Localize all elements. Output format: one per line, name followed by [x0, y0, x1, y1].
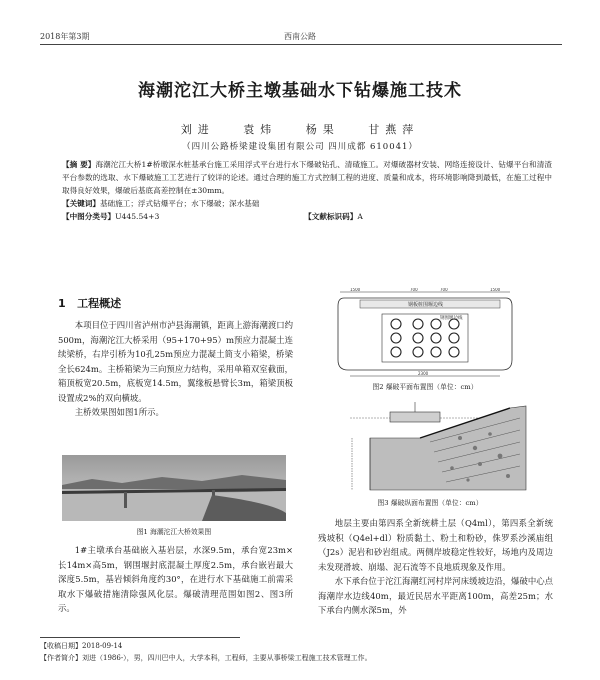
paragraph: 地层主要由第四系全新统耕土层（Q4ml），第四系全新统残坡积（Q4el+dl）粉质黏土、粉土和粉砂，侏罗系沙溪庙组（J2s）泥岩和砂岩组成。两侧岸坡稳定性较好，场地内及周边未发现滑坡、崩塌、泥石流等不良地质现象及作用。: [318, 518, 553, 572]
issue-label: 2018年第3期: [40, 32, 90, 41]
blast-elevation-drawing: [330, 398, 530, 494]
footnote-rule: [40, 637, 240, 638]
figure-1-image: [62, 455, 286, 521]
bridge-render-illustration: [62, 455, 286, 521]
doc-code-label: 【文献标识码】: [304, 212, 358, 221]
paragraph: 主桥效果图如图1所示。: [74, 407, 164, 417]
dim-label: 700: [440, 288, 448, 292]
author-name: 袁炜: [243, 123, 278, 136]
figure-1-caption: 图1 海潮沱江大桥效果图: [136, 528, 212, 536]
dim-label: 700: [410, 288, 418, 292]
section-title: 工程概述: [77, 297, 122, 310]
blast-plan-drawing: [330, 288, 520, 378]
paragraph: 本项目位于四川省泸州市泸县海潮镇，距离上游海潮渡口约500m，海潮沱江大桥采用（95+170+95）m预应力混凝土连续梁桥，右岸引桥为10孔25m预应力混凝土简支小箱梁，桥梁全长624m。主桥箱梁为三向预应力结构，采用单箱双室截面，箱顶板宽20.5m，底板宽14.5m，翼缘板悬臂长3m，箱梁顶板设置成2%的双向横坡。: [58, 320, 293, 403]
abstract-block: [62, 158, 552, 223]
figure-2-caption: 图2 爆破平面布置图（单位：cm）: [372, 383, 478, 391]
abstract-label: 【摘 要】: [62, 160, 96, 169]
figure-3-caption: 图3 爆破纵面布置图（单位：cm）: [377, 499, 483, 507]
figure-2-diagram: [330, 288, 520, 378]
doc-code-value: A: [357, 212, 363, 221]
author-bio: 【作者简介】刘进（1986-），男，四川巴中人，大学本科，工程师，主要从事桥梁工程施工技术管理工作。: [40, 654, 372, 662]
plan-label-mid: 钢围堰边线: [440, 316, 463, 321]
classification-row: [62, 210, 552, 223]
keywords-label: 【关键词】: [62, 199, 100, 208]
author-name: 甘燕萍: [368, 123, 420, 136]
figure-3-diagram: [330, 398, 530, 494]
class-number-value: U445.54+3: [115, 212, 160, 221]
paper-title: 海潮沱江大桥主墩基础水下钻爆施工技术: [138, 81, 462, 101]
paragraph: 水下承台位于沱江海潮红河村岸河床缓坡边沿，爆破中心点海潮岸水边线40m，最近民居水平距离100m，高差25m；水下承台内侧水深5m，外: [318, 576, 553, 615]
author-name: 刘进: [180, 123, 215, 136]
affiliation: （四川公路桥梁建设集团有限公司 四川成都 610041）: [182, 142, 418, 152]
author-name: 杨果: [305, 123, 340, 136]
left-column-text-2: [58, 543, 293, 616]
dim-label: 1500: [350, 288, 361, 292]
author-list: [0, 121, 600, 137]
section-number: 1: [58, 297, 66, 310]
header-rule: [40, 44, 562, 45]
abstract-text: 海潮沱江大桥1#桥墩深水桩基承台施工采用浮式平台进行水下爆破钻孔、清碴施工。对爆破器材安装、网络连接设计、钻爆平台和清渣平台参数的选取、水下爆破施工工艺进行了较详的论述。通过合理的施工方式控制工程的进度、质量和成本，将环境影响降到最低，在施工过程中取得良好效果，爆破后基底高差控制在±30mm。: [62, 160, 552, 195]
dim-total: 2300: [418, 371, 429, 376]
keywords-text: 基础施工；浮式钻爆平台；水下爆破；深水基础: [99, 199, 260, 208]
journal-name: 西南公路: [284, 32, 316, 41]
pile-hole-grid: [391, 319, 459, 357]
section-heading: [58, 295, 121, 311]
received-date: 【收稿日期】2018-09-14: [40, 642, 123, 650]
class-number-label: 【中图分类号】: [62, 212, 116, 221]
left-column-text: [58, 318, 293, 420]
right-column-text: [318, 516, 553, 618]
plan-label-top: 钢板桩围堰边线: [408, 302, 444, 308]
paragraph: 1#主墩承台基础嵌入基岩层，水深9.5m，承台宽23m×长14m×高5m，钢围堰封底混凝土厚度2.5m，承台嵌岩最大深度5.5m，基岩倾斜角度约30°，在进行水下基础施工前需采取水下爆破措施清除强风化层。爆破清理范围如图2、图3所示。: [58, 545, 293, 613]
keywords-row: [62, 197, 552, 210]
dim-label: 1500: [490, 288, 501, 292]
